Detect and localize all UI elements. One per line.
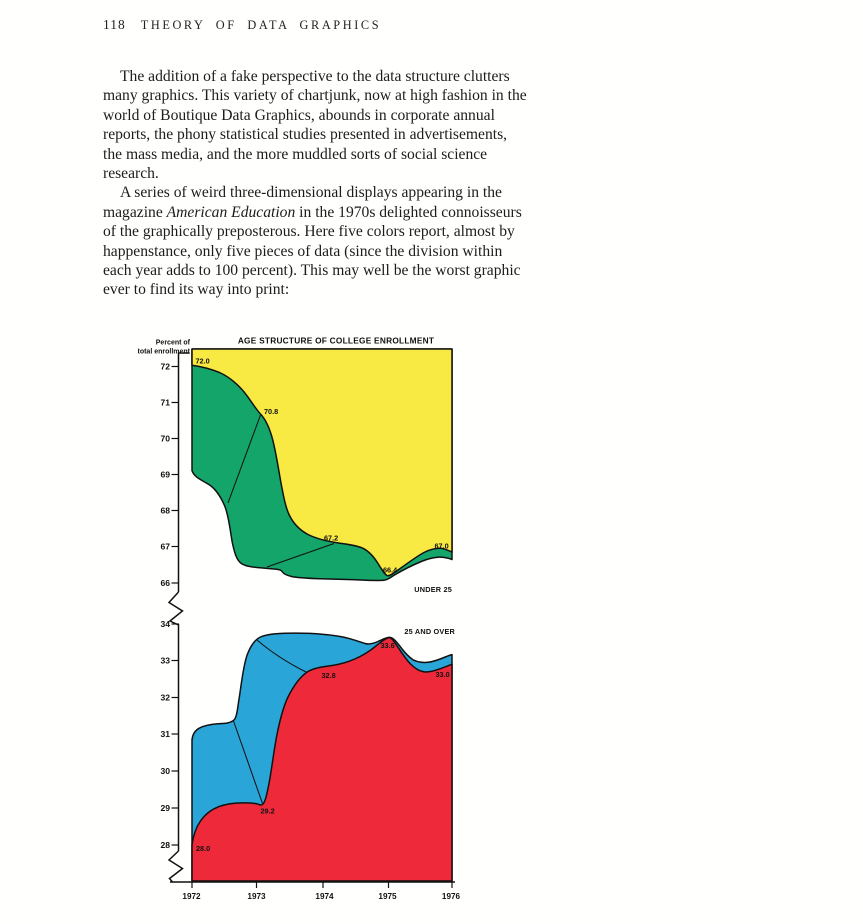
xtick-label-1976: 1976 <box>441 892 461 901</box>
y-axis-line-top <box>179 353 190 592</box>
running-head <box>103 17 381 33</box>
ytick-label-66: 66 <box>160 578 170 588</box>
series-label-under-25: UNDER 25 <box>414 585 452 594</box>
y-axis <box>160 353 189 882</box>
ytick-label-72: 72 <box>160 361 170 372</box>
paragraph-1-text: The addition of a fake perspective to the data structure clutters many graphics. This variety of chartjunk, now at high fashion in the world of Boutique Data Graphics, abounds in corporate annual reports, the phony statistical studies presented in advertisements, the mass media, and the more muddled sorts of social science research. <box>103 68 527 183</box>
point-label-29.2: 29.2 <box>260 806 275 816</box>
magazine-title-italic: American Education <box>166 203 296 221</box>
y-axis-label-line1: Percent of <box>155 339 190 347</box>
ytick-label-28: 28 <box>160 840 170 850</box>
chart-title: AGE STRUCTURE OF COLLEGE ENROLLMENT <box>237 335 435 346</box>
body-text <box>103 67 529 300</box>
point-label-66.4: 66.4 <box>383 565 398 575</box>
ytick-label-71: 71 <box>160 397 170 408</box>
paragraph-2-post: in the 1970s delighted connoisseurs of the graphically preposterous. Here five colors report, almost by happenstance, only five pieces of data (since the division within each year adds to 100 percent). This may well be the worst graphic ever to find its way into print: <box>103 203 522 299</box>
xtick-label-1972: 1972 <box>182 892 201 901</box>
enrollment-chart <box>138 330 465 915</box>
xtick-label-1973: 1973 <box>247 892 266 901</box>
y-axis-break-top <box>169 592 183 625</box>
point-label-33.6: 33.6 <box>380 641 395 650</box>
ytick-label-68: 68 <box>160 505 170 516</box>
y-axis-break-bottom <box>169 851 183 882</box>
paragraph-1 <box>103 67 529 183</box>
ytick-label-69: 69 <box>160 469 170 480</box>
point-label-70.8: 70.8 <box>264 407 279 416</box>
page-number: 118 <box>103 17 126 32</box>
paragraph-2 <box>103 183 529 299</box>
series-label-25-and-over: 25 AND OVER <box>404 627 455 636</box>
y-axis-label-line2: total enrollment <box>138 348 190 356</box>
point-label-67.0: 67.0 <box>434 541 449 551</box>
point-label-33.0: 33.0 <box>435 670 450 679</box>
top-panel <box>192 349 452 594</box>
point-label-67.2: 67.2 <box>324 533 339 543</box>
ytick-label-34: 34 <box>160 619 170 629</box>
ytick-label-70: 70 <box>160 433 170 444</box>
point-label-72.0: 72.0 <box>195 356 210 366</box>
paragraph-2-pre: A series of weird three-dimensional displays appearing in the magazine <box>103 184 502 221</box>
ytick-label-67: 67 <box>160 541 170 552</box>
ytick-label-29: 29 <box>160 803 170 813</box>
ytick-label-32: 32 <box>160 692 170 703</box>
running-head-title: THEORY OF DATA GRAPHICS <box>140 18 382 32</box>
ytick-label-33: 33 <box>160 655 170 666</box>
bottom-panel <box>192 627 456 881</box>
x-axis <box>170 882 461 901</box>
chart-figure <box>138 330 465 915</box>
ytick-label-30: 30 <box>160 766 170 776</box>
point-label-32.8: 32.8 <box>321 671 336 680</box>
point-label-28.0: 28.0 <box>196 844 211 853</box>
ytick-label-31: 31 <box>160 729 170 739</box>
xtick-label-1974: 1974 <box>315 892 334 901</box>
xtick-label-1975: 1975 <box>378 892 397 901</box>
